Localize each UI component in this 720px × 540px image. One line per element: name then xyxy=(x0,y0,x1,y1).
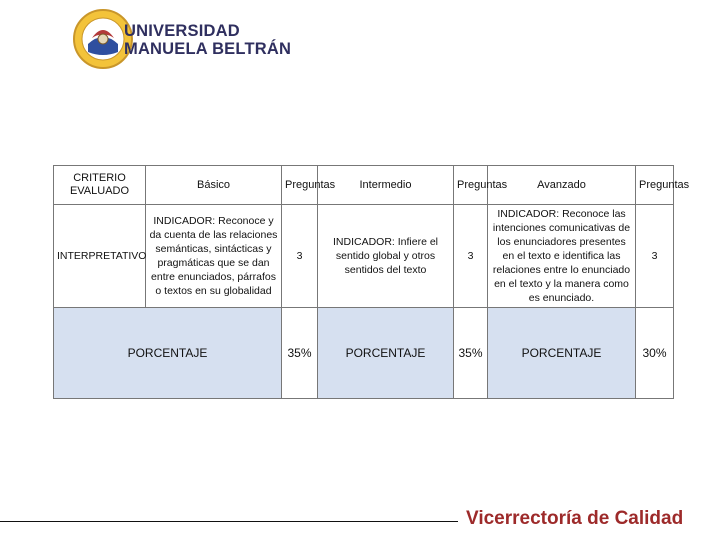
header-preguntas-intermedio: Preguntas xyxy=(454,166,488,205)
header-row xyxy=(54,166,674,205)
porcentaje-row xyxy=(54,308,674,399)
porcentaje-value-avanzado: 30% xyxy=(636,308,674,399)
porcentaje-label-intermedio: PORCENTAJE xyxy=(318,308,454,399)
header-intermedio: Intermedio xyxy=(318,166,454,205)
indicador-avanzado: INDICADOR: Reconoce las intenciones comunicativas de los enunciadores presentes en el texto e identifica las relaciones entre lo enunciado en el texto y la manera como es enunciado. xyxy=(488,205,636,308)
preguntas-avanzado: 3 xyxy=(636,205,674,308)
header-avanzado: Avanzado xyxy=(488,166,636,205)
preguntas-intermedio: 3 xyxy=(454,205,488,308)
porcentaje-value-basico: 35% xyxy=(282,308,318,399)
header-preguntas-avanzado: Preguntas xyxy=(636,166,674,205)
porcentaje-label-basico: PORCENTAJE xyxy=(54,308,282,399)
header-preguntas-basico: Preguntas xyxy=(282,166,318,205)
criterio-interpretativo: INTERPRETATIVO xyxy=(54,205,146,308)
header-criterio: CRITERIO EVALUADO xyxy=(54,166,146,205)
footer-title: Vicerrectoría de Calidad xyxy=(466,508,684,529)
preguntas-basico: 3 xyxy=(282,205,318,308)
header-basico: Básico xyxy=(146,166,282,205)
porcentaje-value-intermedio: 35% xyxy=(454,308,488,399)
indicador-basico: INDICADOR: Reconoce y da cuenta de las relaciones semánticas, sintácticas y pragmáticas que se dan entre enunciados, párrafos o textos en su globalidad xyxy=(146,205,282,308)
footer-divider xyxy=(0,521,458,522)
university-logo xyxy=(72,8,292,80)
porcentaje-label-avanzado: PORCENTAJE xyxy=(488,308,636,399)
table-row xyxy=(54,205,674,308)
university-name-line2: MANUELA BELTRÁN xyxy=(124,40,292,58)
rubric-table xyxy=(53,165,690,399)
university-name-line1: UNIVERSIDAD xyxy=(124,22,240,40)
university-name xyxy=(124,22,291,58)
indicador-intermedio: INDICADOR: Infiere el sentido global y otros sentidos del texto xyxy=(318,205,454,308)
